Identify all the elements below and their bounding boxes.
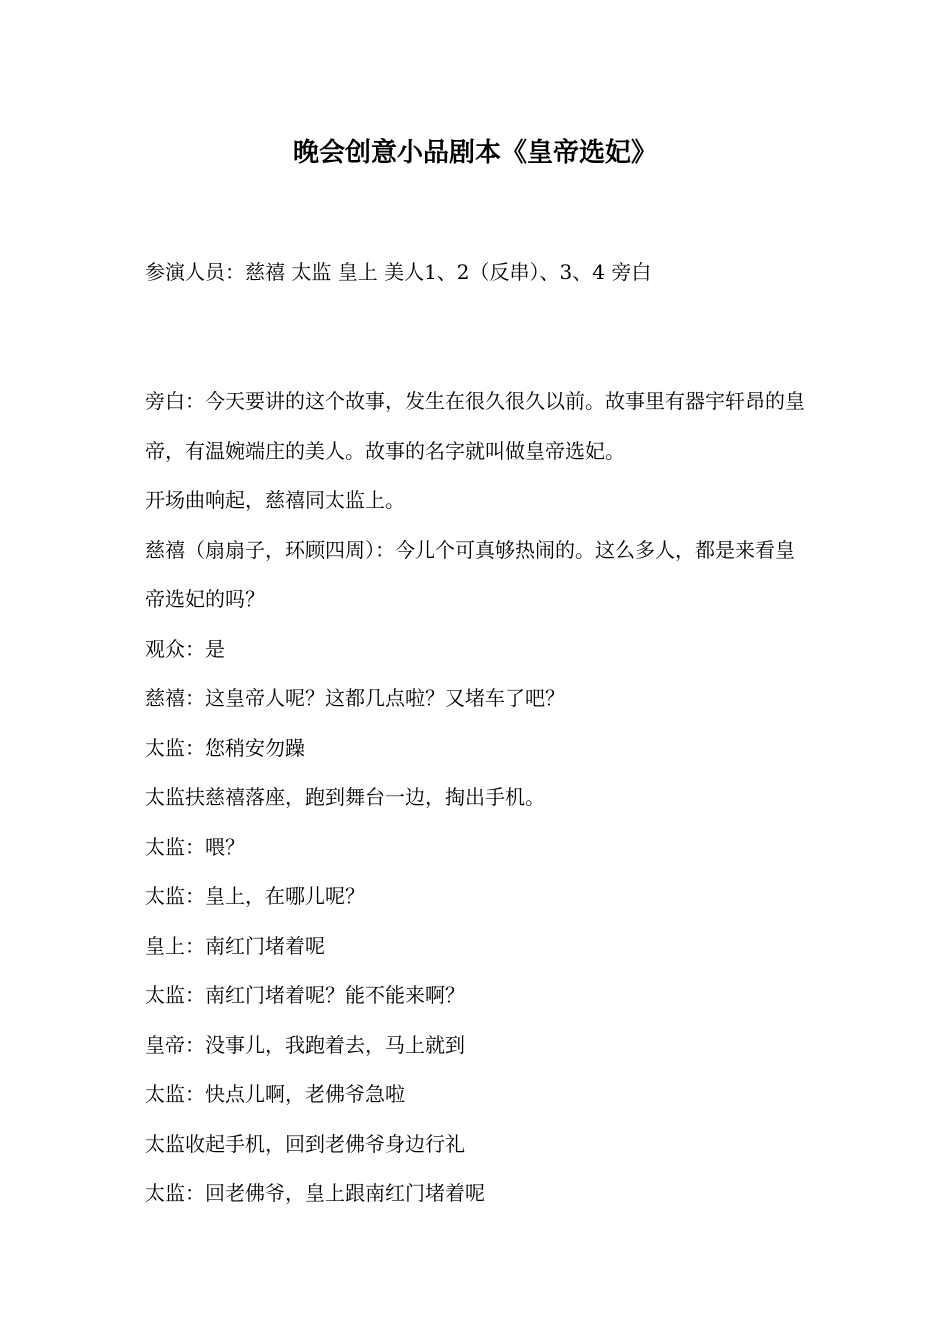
script-paragraph: 太监扶慈禧落座，跑到舞台一边，掏出手机。 xyxy=(145,785,545,809)
script-paragraph: 太监：喂？ xyxy=(145,834,245,859)
script-paragraph: 皇上：南红门堵着呢 xyxy=(145,933,325,958)
script-paragraph: 慈禧（扇扇子，环顾四周）：今儿个可真够热闹的。这么多人，都是来看皇帝选妃的吗？ xyxy=(145,537,795,611)
script-paragraph: 开场曲响起，慈禧同太监上。 xyxy=(145,488,405,512)
script-body xyxy=(145,377,805,1219)
script-paragraph: 旁白：今天要讲的这个故事，发生在很久很久以前。故事里有器宇轩昂的皇帝，有温婉端庄的美人。故事的名字就叫做皇帝选妃。 xyxy=(145,389,805,463)
script-paragraph: 皇帝：没事儿，我跑着去，马上就到 xyxy=(145,1032,465,1057)
script-paragraph: 太监：回老佛爷，皇上跟南红门堵着呢 xyxy=(145,1181,485,1205)
script-paragraph: 慈禧：这皇帝人呢？这都几点啦？又堵车了吧？ xyxy=(145,686,565,710)
script-paragraph: 太监：您稍安勿躁 xyxy=(145,735,305,760)
script-paragraph: 太监：皇上，在哪儿呢？ xyxy=(145,884,365,908)
script-paragraph: 太监：快点儿啊，老佛爷急啦 xyxy=(145,1082,405,1106)
document-title: 晚会创意小品剧本《皇帝选妃》 xyxy=(292,138,657,168)
script-paragraph: 太监收起手机，回到老佛爷身边行礼 xyxy=(145,1131,465,1156)
script-paragraph: 观众：是 xyxy=(145,636,225,661)
script-paragraph: 太监：南红门堵着呢？能不能来啊？ xyxy=(145,983,465,1007)
cast-list: 参演人员：慈禧 太监 皇上 美人1、2（反串）、3、4 旁白 xyxy=(145,260,652,284)
